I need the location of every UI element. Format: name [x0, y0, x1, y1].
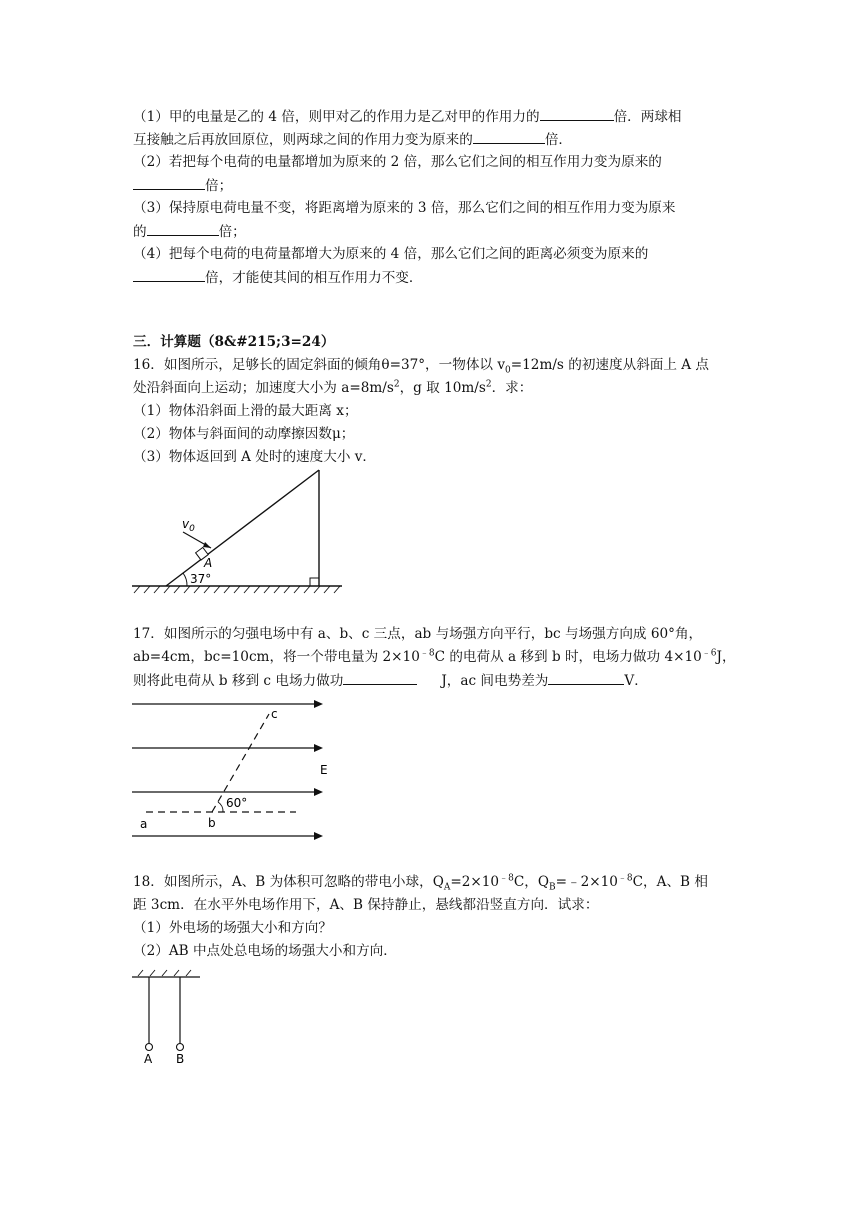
angle-arc — [218, 802, 223, 812]
answer-blank[interactable] — [548, 670, 624, 685]
velocity-arrowhead — [203, 542, 211, 548]
answer-blank[interactable] — [343, 670, 417, 685]
q15-part4-line2: 倍，才能使其间的相互作用力不变． — [133, 267, 423, 288]
answer-blank[interactable] — [540, 106, 614, 121]
answer-blank[interactable] — [133, 175, 205, 190]
q17-line1: 17．如图所示的匀强电场中有 a、b、c 三点，ab 与场强方向平行，bc 与场强方向成 60°角， — [133, 626, 703, 642]
angle-label: 37° — [190, 572, 212, 586]
sphere-B — [177, 1044, 184, 1051]
q15-part4-line1: （4）把每个电荷的电荷量都增大为原来的 4 倍，那么它们之间的距离必须变为原来的 — [133, 246, 649, 262]
q15-part3-line2: 的 倍； — [133, 221, 246, 242]
answer-blank[interactable] — [133, 267, 205, 282]
point-b-label: b — [208, 816, 216, 830]
ceiling-hatching — [138, 970, 191, 976]
q16-line2: 处沿斜面向上运动；加速度大小为 $a=8m/s^2$，g 取 $10m/s^2$．求： — [133, 379, 533, 396]
q18-part2: （2）AB 中点处总电场的场强大小和方向． — [133, 943, 397, 959]
v0-label: $v_0$ — [182, 517, 195, 534]
q17-line3: 则将此电荷从 b 移到 c 电场力做功 J，ac 间电势差为 V． — [133, 670, 648, 691]
sphere-A-label: A — [144, 1052, 153, 1066]
sphere-B-label: B — [176, 1052, 185, 1066]
point-c-label: c — [271, 707, 278, 721]
incline-diagram — [128, 466, 348, 596]
q16-part1: （1）物体沿斜面上滑的最大距离 x； — [133, 403, 358, 419]
right-angle-mark — [310, 578, 319, 586]
answer-blank[interactable] — [147, 221, 219, 236]
field-lines — [132, 704, 318, 836]
q16-part2: （2）物体与斜面间的动摩擦因数μ； — [133, 426, 355, 442]
q15-part2-line2: 倍； — [133, 175, 232, 196]
ground-hatching — [134, 586, 340, 593]
angle-label: 60° — [226, 796, 248, 810]
hanging-spheres-diagram — [128, 968, 208, 1068]
q18-line1: 18．如图所示，A、B 为体积可忽略的带电小球，$Q_A=2\times 10^{﹣8}C$，$Q_B=﹣2\times 10^{﹣8}C$，A、B 相 — [133, 873, 708, 893]
q16-line1: 16．如图所示，足够长的固定斜面的倾角θ=37°，一物体以 $v_0=12m/s$ 的初速度从斜面上 A 点 — [133, 357, 710, 376]
q15-part1-line2: 互接触之后再放回原位，则两球之间的作用力变为原来的 倍． — [133, 129, 572, 150]
q15-part1-line1: （1）甲的电量是乙的 4 倍，则甲对乙的作用力是乙对甲的作用力的 倍．两球相 — [133, 106, 682, 127]
angle-arc — [183, 573, 187, 586]
section-heading: 三．计算题（8&#215;3=24） — [133, 334, 335, 350]
q16-part3: （3）物体返回到 A 处时的速度大小 v． — [133, 449, 377, 465]
q18-part1: （1）外电场的场强大小和方向？ — [133, 920, 332, 936]
q18-line2: 距 3cm．在水平外电场作用下，A、B 保持静止，悬线都沿竖直方向．试求： — [133, 897, 599, 913]
q15-part2-line1: （2）若把每个电荷的电量都增加为原来的 2 倍，那么它们之间的相互作用力变为原来的 — [133, 154, 662, 170]
point-A-label: A — [204, 556, 213, 570]
q17-line2: ab=4cm，bc=10cm，将一个带电量为 $2\times 10^{﹣8}C$ 的电荷从 a 移到 b 时，电场力做功 $4\times 10^{﹣6}J$， — [133, 648, 736, 665]
sphere-A — [146, 1044, 153, 1051]
point-a-label: a — [140, 817, 148, 831]
q15-part3-line1: （3）保持原电荷电量不变，将距离增为原来的 3 倍，那么它们之间的相互作用力变为原来 — [133, 200, 676, 216]
electric-field-diagram — [128, 696, 348, 846]
answer-blank[interactable] — [473, 129, 545, 144]
field-E-label: E — [320, 763, 328, 777]
